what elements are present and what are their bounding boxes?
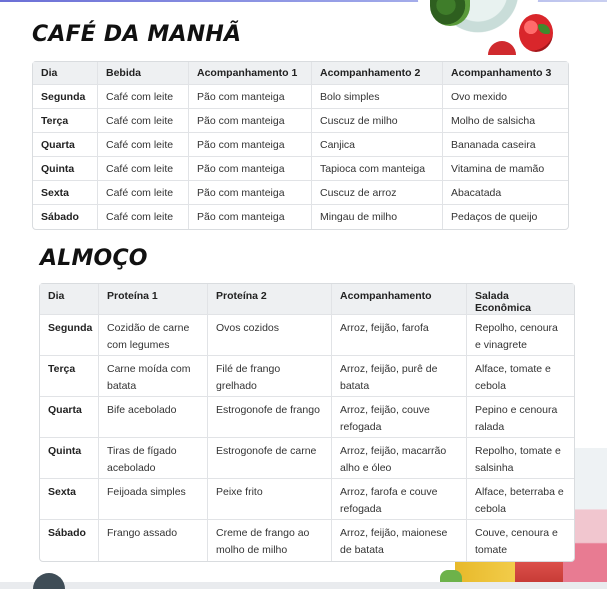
lunch-table [39, 283, 575, 562]
day-cell: Quarta [33, 133, 98, 157]
table-cell: Arroz, feijão, maionese de batata [332, 520, 467, 561]
table-row [40, 315, 574, 356]
table-cell: Ovo mexido [443, 85, 568, 109]
table-cell: Filé de frango grelhado [208, 356, 332, 397]
table-cell: Bife acebolado [99, 397, 208, 438]
table-row [40, 397, 574, 438]
table-cell: Pão com manteiga [189, 85, 312, 109]
day-cell: Quarta [40, 397, 99, 438]
table-cell: Bananada caseira [443, 133, 568, 157]
table-cell: Molho de salsicha [443, 109, 568, 133]
table-cell: Café com leite [98, 85, 189, 109]
table-row [33, 133, 568, 157]
table-cell: Creme de frango ao molho de milho [208, 520, 332, 561]
table-cell: Estrogonofe de carne [208, 438, 332, 479]
table-row [40, 479, 574, 520]
table-cell: Arroz, feijão, couve refogada [332, 397, 467, 438]
table-cell: Feijoada simples [99, 479, 208, 520]
table-cell: Canjica [312, 133, 443, 157]
table-row [33, 157, 568, 181]
day-cell: Segunda [33, 85, 98, 109]
table-cell: Couve, cenoura e tomate [475, 527, 558, 556]
column-header: Acompanhamento 1 [189, 62, 312, 85]
table-cell: Tapioca com manteiga [312, 157, 443, 181]
breakfast-title: CAFÉ DA MANHÃ [32, 22, 242, 47]
table-cell: Repolho, cenoura e vinagrete [467, 315, 574, 356]
table-row [40, 438, 574, 479]
day-cell: Segunda [40, 315, 99, 356]
column-header: Salada Econômica [467, 284, 574, 315]
chat-bubble-button[interactable] [33, 573, 65, 589]
table-cell: Pão com manteiga [189, 133, 312, 157]
table-cell: Peixe frito [208, 479, 332, 520]
table-cell: Café com leite [98, 133, 189, 157]
table-cell: Café com leite [98, 109, 189, 133]
table-cell: Café com leite [98, 205, 189, 229]
table-cell: Café com leite [98, 157, 189, 181]
column-header: Acompanhamento 2 [312, 62, 443, 85]
table-cell: Pão com manteiga [189, 181, 312, 205]
food-photo-tomato-small [488, 41, 516, 55]
table-row [40, 356, 574, 397]
table-row [33, 205, 568, 229]
table-cell: Frango assado [99, 520, 208, 561]
table-cell: Tiras de fígado acebolado [99, 438, 208, 479]
table-cell: Arroz, feijão, farofa [332, 315, 467, 356]
table-row [33, 181, 568, 205]
table-cell: Cuscuz de arroz [312, 181, 443, 205]
day-cell: Sábado [40, 520, 99, 561]
table-row [33, 109, 568, 133]
table-cell: Arroz, feijão, purê de batata [332, 356, 467, 397]
column-header: Bebida [98, 62, 189, 85]
column-header: Dia [40, 284, 99, 315]
table-cell: Repolho, tomate e salsinha [467, 438, 574, 479]
table-cell: Estrogonofe de frango [208, 397, 332, 438]
table-cell: Mingau de milho [312, 205, 443, 229]
column-header: Acompanhamento 3 [443, 62, 568, 85]
table-cell: Arroz, farofa e couve refogada [332, 479, 467, 520]
column-header: Dia [33, 62, 98, 85]
table-cell: Arroz, feijão, macarrão alho e óleo [332, 438, 467, 479]
column-header: Acompanhamento [332, 284, 467, 315]
table-cell: Pão com manteiga [189, 109, 312, 133]
table-cell: Alface, beterraba e cebola [467, 479, 574, 520]
table-cell: Abacatada [443, 181, 568, 205]
table-cell: Pão com manteiga [189, 157, 312, 181]
table-cell: Café com leite [98, 181, 189, 205]
column-header: Proteína 1 [99, 284, 208, 315]
bottom-bar [0, 582, 607, 589]
table-cell: Alface, tomate e cebola [467, 356, 574, 397]
table-cell: Bolo simples [312, 85, 443, 109]
day-cell: Sexta [33, 181, 98, 205]
table-header-row [40, 284, 574, 315]
table-cell: Pepino e cenoura ralada [467, 397, 574, 438]
table-cell: Ovos cozidos [208, 315, 332, 356]
table-cell: Pedaços de queijo [451, 211, 538, 223]
lunch-title: ALMOÇO [40, 246, 148, 271]
table-cell: Vitamina de mamão [443, 157, 568, 181]
day-cell: Sexta [40, 479, 99, 520]
table-cell: Carne moída com batata [99, 356, 208, 397]
breakfast-table [32, 61, 569, 230]
column-header: Proteína 2 [208, 284, 332, 315]
table-cell: Pão com manteiga [189, 205, 312, 229]
table-row [40, 520, 574, 561]
day-cell: Terça [33, 109, 98, 133]
day-cell: Quinta [33, 157, 98, 181]
table-row [33, 85, 568, 109]
day-cell: Sábado [33, 205, 98, 229]
day-cell: Quinta [40, 438, 99, 479]
day-cell: Terça [40, 356, 99, 397]
table-header-row [33, 62, 568, 85]
table-cell: Cozidão de carne com legumes [99, 315, 208, 356]
table-cell: Cuscuz de milho [312, 109, 443, 133]
